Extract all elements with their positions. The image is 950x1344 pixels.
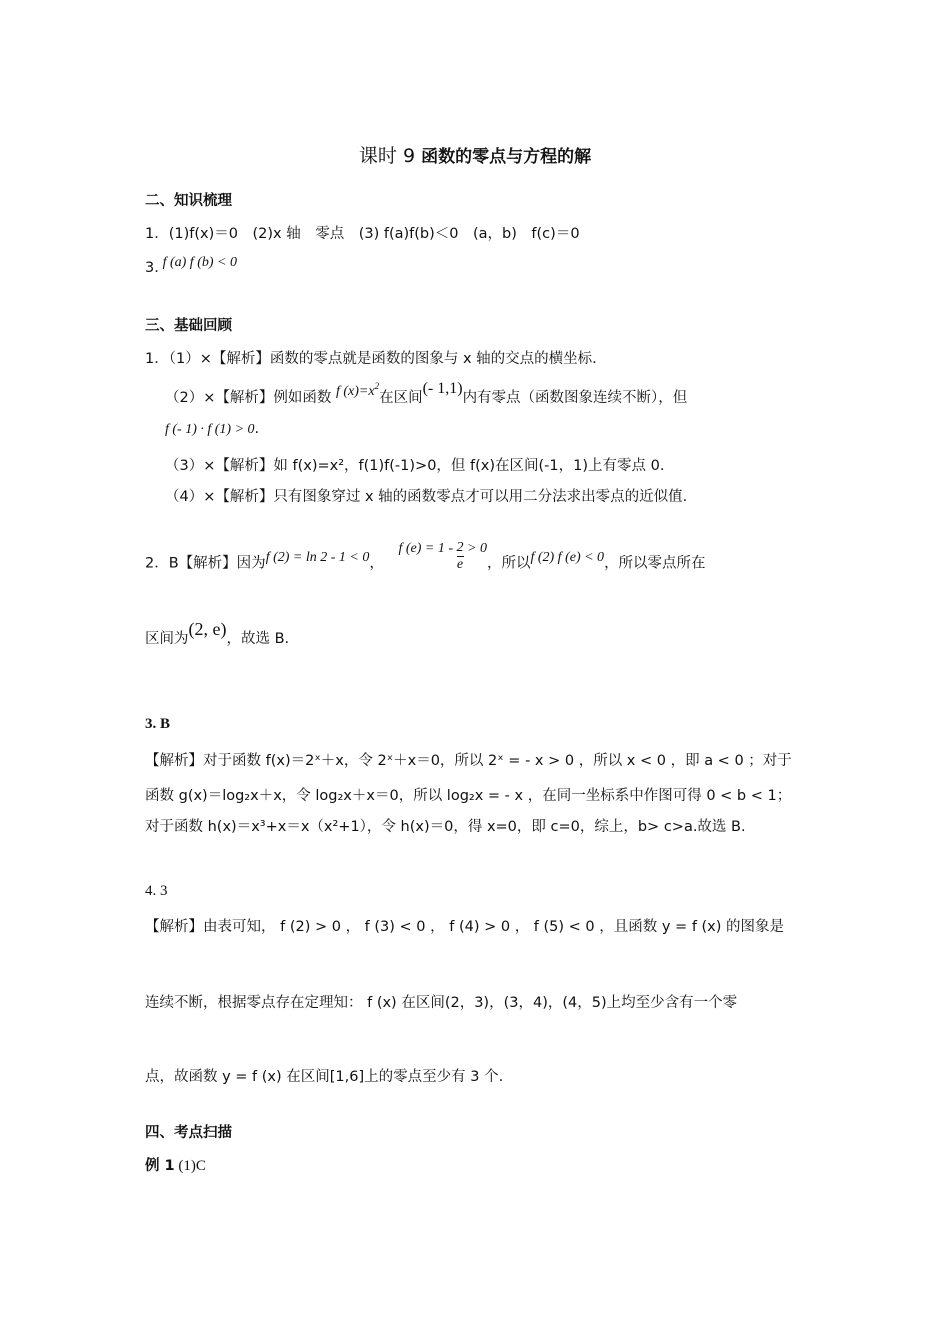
review-q1-4: （4）×【解析】只有图象穿过 x 轴的函数零点才可以用二分法求出零点的近似值. <box>165 489 688 505</box>
formula-part: f (e) = 1 - <box>398 540 454 556</box>
review-q2-line1 <box>145 540 706 581</box>
section-heading-review: 三、基础回顾 <box>145 318 232 334</box>
review-q4-line3: 点，故函数 y = f (x) 在区间[1,6]上的零点至少有 3 个. <box>145 1069 504 1085</box>
formula: f (2) = ln 2 - 1 < 0 <box>265 549 370 565</box>
formula: f (- 1) · f (1) > 0 <box>165 422 255 437</box>
text: ，故选 B. <box>226 631 290 647</box>
text: ，所以 <box>486 555 531 572</box>
formula-exponent: 2 <box>374 381 380 391</box>
review-q4-heading: 4. 3 <box>145 883 168 899</box>
line-number: 3. <box>145 260 159 276</box>
review-q1-1: 1．（1）×【解析】函数的零点就是函数的图象与 x 轴的交点的横坐标. <box>145 351 597 367</box>
formula <box>335 381 380 399</box>
review-q2-line2 <box>145 619 290 649</box>
fraction-numerator: 2 <box>456 540 464 555</box>
review-q3-line1: 【解析】对于函数 f(x)＝2ˣ＋x，令 2ˣ＋x＝0，所以 2ˣ = - x > 0 ，所以 x < 0 ，即 a < 0 ；对于 <box>145 753 792 769</box>
review-q4-line2: 连续不断，根据零点存在定理知： f (x) 在区间(2，3)，(3，4)，(4，5)上均至少含有一个零 <box>145 995 738 1011</box>
text: 区间为 <box>145 631 189 647</box>
example-1 <box>145 1156 206 1176</box>
text: 在区间 <box>379 390 423 406</box>
formula-part: > 0 <box>467 540 487 556</box>
text: . <box>254 421 260 437</box>
text: 内有零点（函数图象连续不断），但 <box>462 390 688 406</box>
formula <box>398 540 487 572</box>
knowledge-line-1: 1．(1)f(x)＝0 (2)x 轴 零点 (3) f(a)f(b)＜0 (a，b) f(c)＝0 <box>145 226 580 242</box>
review-q3-line2: 函数 g(x)＝log₂x＋x，令 log₂x＋x＝0，所以 log₂x = - x ，在同一坐标系中作图可得 0 < b < 1； <box>145 788 792 804</box>
review-q3-heading: 3. B <box>145 716 171 732</box>
knowledge-line-2 <box>145 255 237 279</box>
formula: (2, e) <box>188 619 227 639</box>
title-prefix: 课时 9 <box>358 145 422 167</box>
section-heading-knowledge: 二、知识梳理 <box>145 193 232 209</box>
formula: f (2) f (e) < 0 <box>530 549 605 565</box>
example-label: 例 1 <box>145 1158 175 1174</box>
text: ， <box>369 555 384 572</box>
text: ，所以零点所在 <box>604 555 706 572</box>
section-heading-scan: 四、考点扫描 <box>145 1125 232 1141</box>
fraction <box>457 540 464 573</box>
fraction-denominator: e <box>456 557 464 572</box>
review-q3-line3: 对于函数 h(x)＝x³+x＝x（x²+1），令 h(x)＝0，得 x=0，即 c=0，综上，b> c>a.故选 B. <box>145 819 746 835</box>
review-q1-3: （3）×【解析】如 f(x)=x²，f(1)f(-1)>0，但 f(x)在区间(-1，1)上有零点 0. <box>165 458 665 474</box>
formula: f (a) f (b) < 0 <box>162 255 237 270</box>
title-main: 函数的零点与方程的解 <box>421 147 592 167</box>
formula-base: f (x)=x <box>335 384 375 399</box>
text: 2．B【解析】因为 <box>145 555 266 572</box>
review-q1-2-cont <box>165 419 259 440</box>
review-q1-2 <box>165 380 688 409</box>
example-answer: (1)C <box>174 1158 206 1174</box>
text: （2）×【解析】例如函数 <box>165 390 332 406</box>
formula: (- 1,1) <box>422 380 463 397</box>
review-q4-line1: 【解析】由表可知， f (2) > 0 ， f (3) < 0 ， f (4) > 0 ， f (5) < 0 ，且函数 y = f (x) 的图象是 <box>145 919 785 935</box>
page-title <box>0 141 950 168</box>
